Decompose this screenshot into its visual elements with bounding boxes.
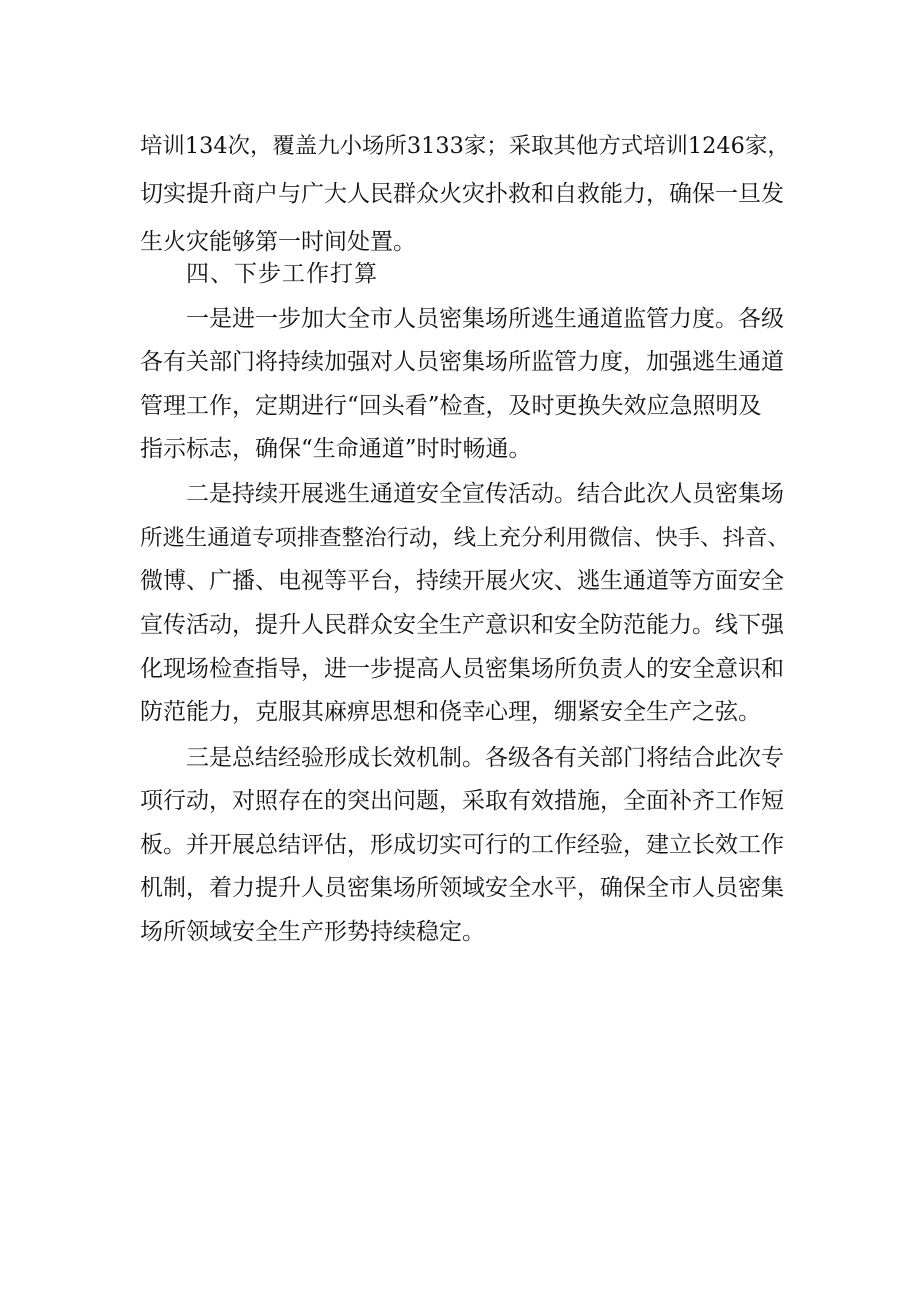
section-heading: 四、下步工作打算 [186, 261, 378, 287]
intro-line: 生火灾能够第一时间处置。 [140, 229, 416, 255]
paragraph-line: 一是进一步加大全市人员密集场所逃生通道监管力度。各级 [186, 306, 784, 332]
paragraph-line: 二是持续开展逃生通道安全宣传活动。结合此次人员密集场 [186, 481, 784, 507]
paragraph-line: 化现场检查指导，进一步提高人员密集场所负责人的安全意识和 [140, 656, 784, 682]
paragraph-line: 所逃生通道专项排查整治行动，线上充分利用微信、快手、抖音、 [140, 525, 790, 551]
paragraph-line: 各有关部门将持续加强对人员密集场所监管力度，加强逃生通道 [140, 349, 784, 375]
paragraph-line: 机制，着力提升人员密集场所领域安全水平，确保全市人员密集 [140, 875, 784, 901]
paragraph-line: 指示标志，确保“生命通道”时时畅通。 [140, 436, 532, 462]
paragraph-line: 宣传活动，提升人民群众安全生产意识和安全防范能力。线下强 [140, 612, 784, 638]
intro-line: 切实提升商户与广大人民群众火灾扑救和自救能力，确保一旦发 [140, 181, 784, 207]
paragraph-line: 防范能力，克服其麻痹思想和侥幸心理，绷紧安全生产之弦。 [140, 699, 761, 725]
paragraph-line: 三是总结经验形成长效机制。各级各有关部门将结合此次专 [186, 745, 784, 771]
paragraph-line: 项行动，对照存在的突出问题，采取有效措施，全面补齐工作短 [140, 788, 784, 814]
paragraph-line: 场所领域安全生产形势持续稳定。 [140, 919, 485, 945]
intro-line: 培训134次，覆盖九小场所3133家；采取其他方式培训1246家， [140, 133, 790, 159]
paragraph-line: 板。并开展总结评估，形成切实可行的工作经验，建立长效工作 [140, 832, 784, 858]
paragraph-line: 微博、广播、电视等平台，持续开展火灾、逃生通道等方面安全 [140, 568, 784, 594]
paragraph-line: 管理工作，定期进行“回头看”检查，及时更换失效应急照明及 [140, 393, 762, 419]
